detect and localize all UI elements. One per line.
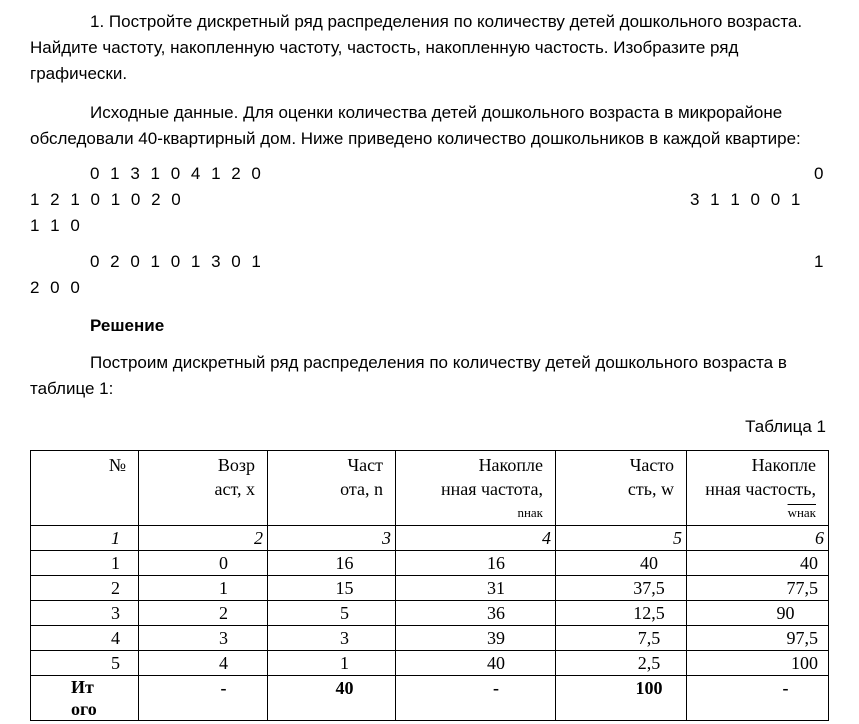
table-cell: 1: [31, 551, 139, 576]
table-cell: 16: [268, 551, 396, 576]
table-cell: 3: [139, 626, 268, 651]
distribution-table: [30, 450, 829, 721]
header-frequency: Част ота, n: [268, 451, 396, 526]
table-cell: 12,5: [556, 601, 687, 626]
solution-line-2: таблице 1:: [30, 379, 114, 398]
raw-data-row-2-right: 3 1 1 0 0 1: [690, 190, 801, 209]
table-cell: 3: [31, 601, 139, 626]
table-index-row: [31, 526, 829, 551]
table-cell: 0: [139, 551, 268, 576]
table-cell: 4: [396, 526, 556, 551]
table-cell: 39: [396, 626, 556, 651]
table-cell: 6: [687, 526, 829, 551]
table-cell: 2,5: [556, 651, 687, 676]
table-cell: -: [396, 676, 556, 721]
table-cell: 4: [31, 626, 139, 651]
intro-line-2: обследовали 40-квартирный дом. Ниже приведено количество дошкольников в каждой квартире:: [30, 129, 801, 148]
table-cell: 3: [268, 526, 396, 551]
table-cell: 2: [139, 526, 268, 551]
table-cell: 90: [687, 601, 829, 626]
raw-data-row-4: 0 2 0 1 0 1 3 0 1: [90, 252, 261, 271]
table-cell: 40: [396, 651, 556, 676]
table-cell: 5: [31, 651, 139, 676]
raw-data-row-4-right: 1: [814, 252, 824, 271]
raw-data-row-3: 1 1 0: [30, 216, 80, 235]
table-cell: 36: [396, 601, 556, 626]
raw-data-row-1-right: 0: [814, 164, 824, 183]
table-cell: 40: [268, 676, 396, 721]
intro-line-1: Исходные данные. Для оценки количества детей дошкольного возраста в микрорайоне: [90, 103, 783, 122]
table-row: [31, 601, 829, 626]
table-cell: 7,5: [556, 626, 687, 651]
task-line-3: графически.: [30, 64, 128, 83]
raw-data-row-1: 0 1 3 1 0 4 1 2 0: [90, 164, 261, 183]
task-line-2: Найдите частоту, накопленную частоту, частость, накопленную частость. Изобразите ряд: [30, 38, 739, 57]
solution-heading: Решение: [90, 316, 165, 335]
table-cell: 15: [268, 576, 396, 601]
header-age: Возр аст, x: [139, 451, 268, 526]
table-cell: 1: [31, 526, 139, 551]
header-number: №: [31, 451, 139, 526]
table-cell: 2: [31, 576, 139, 601]
table-row: [31, 551, 829, 576]
table-cell: 5: [556, 526, 687, 551]
table-cell: 31: [396, 576, 556, 601]
header-cumulative-relative-frequency: Накопле нная частость, wнак: [687, 451, 829, 526]
header-cumulative-frequency: Накопле нная частота, nнак: [396, 451, 556, 526]
total-label: Ит ого: [31, 676, 139, 721]
table-cell: 100: [556, 676, 687, 721]
table-row: [31, 626, 829, 651]
table-cell: -: [687, 676, 829, 721]
raw-data-row-2: 1 2 1 0 1 0 2 0: [30, 190, 181, 209]
table-cell: 77,5: [687, 576, 829, 601]
table-caption: Таблица 1: [745, 417, 826, 436]
table-cell: 5: [268, 601, 396, 626]
table-total-row: [31, 676, 829, 721]
table-cell: 1: [139, 576, 268, 601]
table-cell: 4: [139, 651, 268, 676]
table-cell: 2: [139, 601, 268, 626]
table-cell: 1: [268, 651, 396, 676]
table-cell: 40: [556, 551, 687, 576]
raw-data-row-5: 2 0 0: [30, 278, 80, 297]
table-row: [31, 576, 829, 601]
solution-line-1: Построим дискретный ряд распределения по количеству детей дошкольного возраста в: [90, 353, 787, 372]
table-cell: 40: [687, 551, 829, 576]
table-cell: 37,5: [556, 576, 687, 601]
header-relative-frequency: Часто сть, w: [556, 451, 687, 526]
table-cell: 3: [268, 626, 396, 651]
task-line-1: 1. Постройте дискретный ряд распределения по количеству детей дошкольного возраста.: [90, 12, 803, 31]
table-cell: 16: [396, 551, 556, 576]
table-row: [31, 651, 829, 676]
table-cell: 97,5: [687, 626, 829, 651]
table-header-row: [31, 451, 829, 526]
table-cell: -: [139, 676, 268, 721]
table-cell: 100: [687, 651, 829, 676]
